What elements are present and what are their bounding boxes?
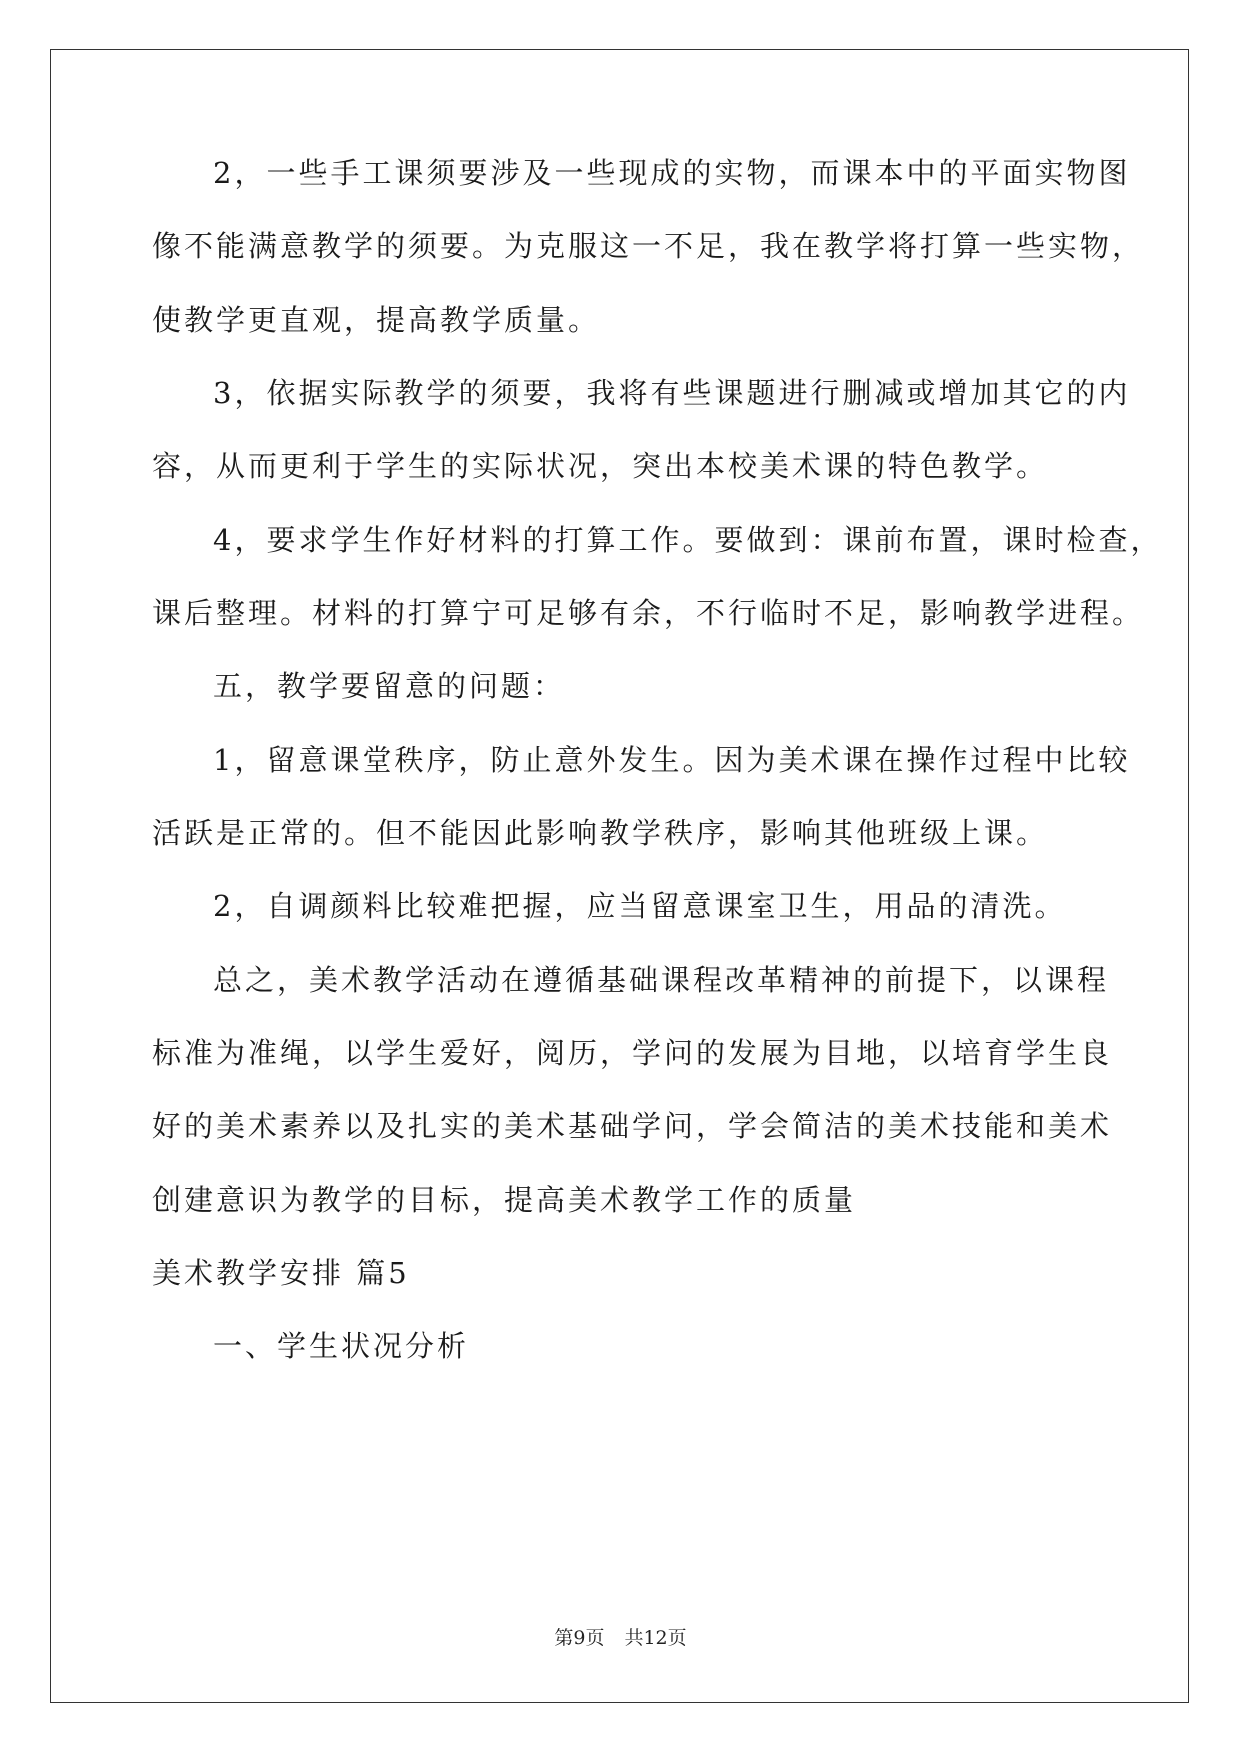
- paragraph-line: 像不能满意教学的须要。为克服这一不足，我在教学将打算一些实物，: [152, 229, 1145, 263]
- section-heading: 一、学生状况分析: [213, 1329, 470, 1363]
- page-border: [50, 49, 1189, 1703]
- page-number: 第9页: [554, 1627, 605, 1649]
- paragraph-line: 4，要求学生作好材料的打算工作。要做到：课前布置，课时检查，: [213, 523, 1163, 557]
- paragraph-line: 活跃是正常的。但不能因此影响教学秩序，影响其他班级上课。: [152, 816, 1049, 850]
- page-footer: [0, 1626, 1241, 1650]
- section-heading: 五，教学要留意的问题：: [213, 669, 566, 703]
- paragraph-line: 创建意识为教学的目标，提高美术教学工作的质量: [152, 1183, 857, 1217]
- paragraph-line: 1，留意课堂秩序，防止意外发生。因为美术课在操作过程中比较: [213, 743, 1131, 777]
- paragraph-line: 3，依据实际教学的须要，我将有些课题进行删减或增加其它的内: [213, 376, 1131, 410]
- paragraph-line: 标准为准绳，以学生爱好，阅历，学问的发展为目地，以培育学生良: [152, 1036, 1113, 1070]
- page-total: 共12页: [624, 1627, 687, 1649]
- paragraph-line: 容，从而更利于学生的实际状况，突出本校美术课的特色教学。: [152, 449, 1049, 483]
- paragraph-line: 课后整理。材料的打算宁可足够有余，不行临时不足，影响教学进程。: [152, 596, 1145, 630]
- paragraph-line: 2，自调颜料比较难把握，应当留意课室卫生，用品的清洗。: [213, 889, 1067, 923]
- paragraph-line: 使教学更直观，提高教学质量。: [152, 303, 601, 337]
- paragraph-line: 2，一些手工课须要涉及一些现成的实物，而课本中的平面实物图: [213, 156, 1131, 190]
- section-title: 美术教学安排 篇5: [152, 1256, 410, 1290]
- paragraph-line: 总之，美术教学活动在遵循基础课程改革精神的前提下，以课程: [213, 963, 1110, 997]
- paragraph-line: 好的美术素养以及扎实的美术基础学问，学会简洁的美术技能和美术: [152, 1109, 1113, 1143]
